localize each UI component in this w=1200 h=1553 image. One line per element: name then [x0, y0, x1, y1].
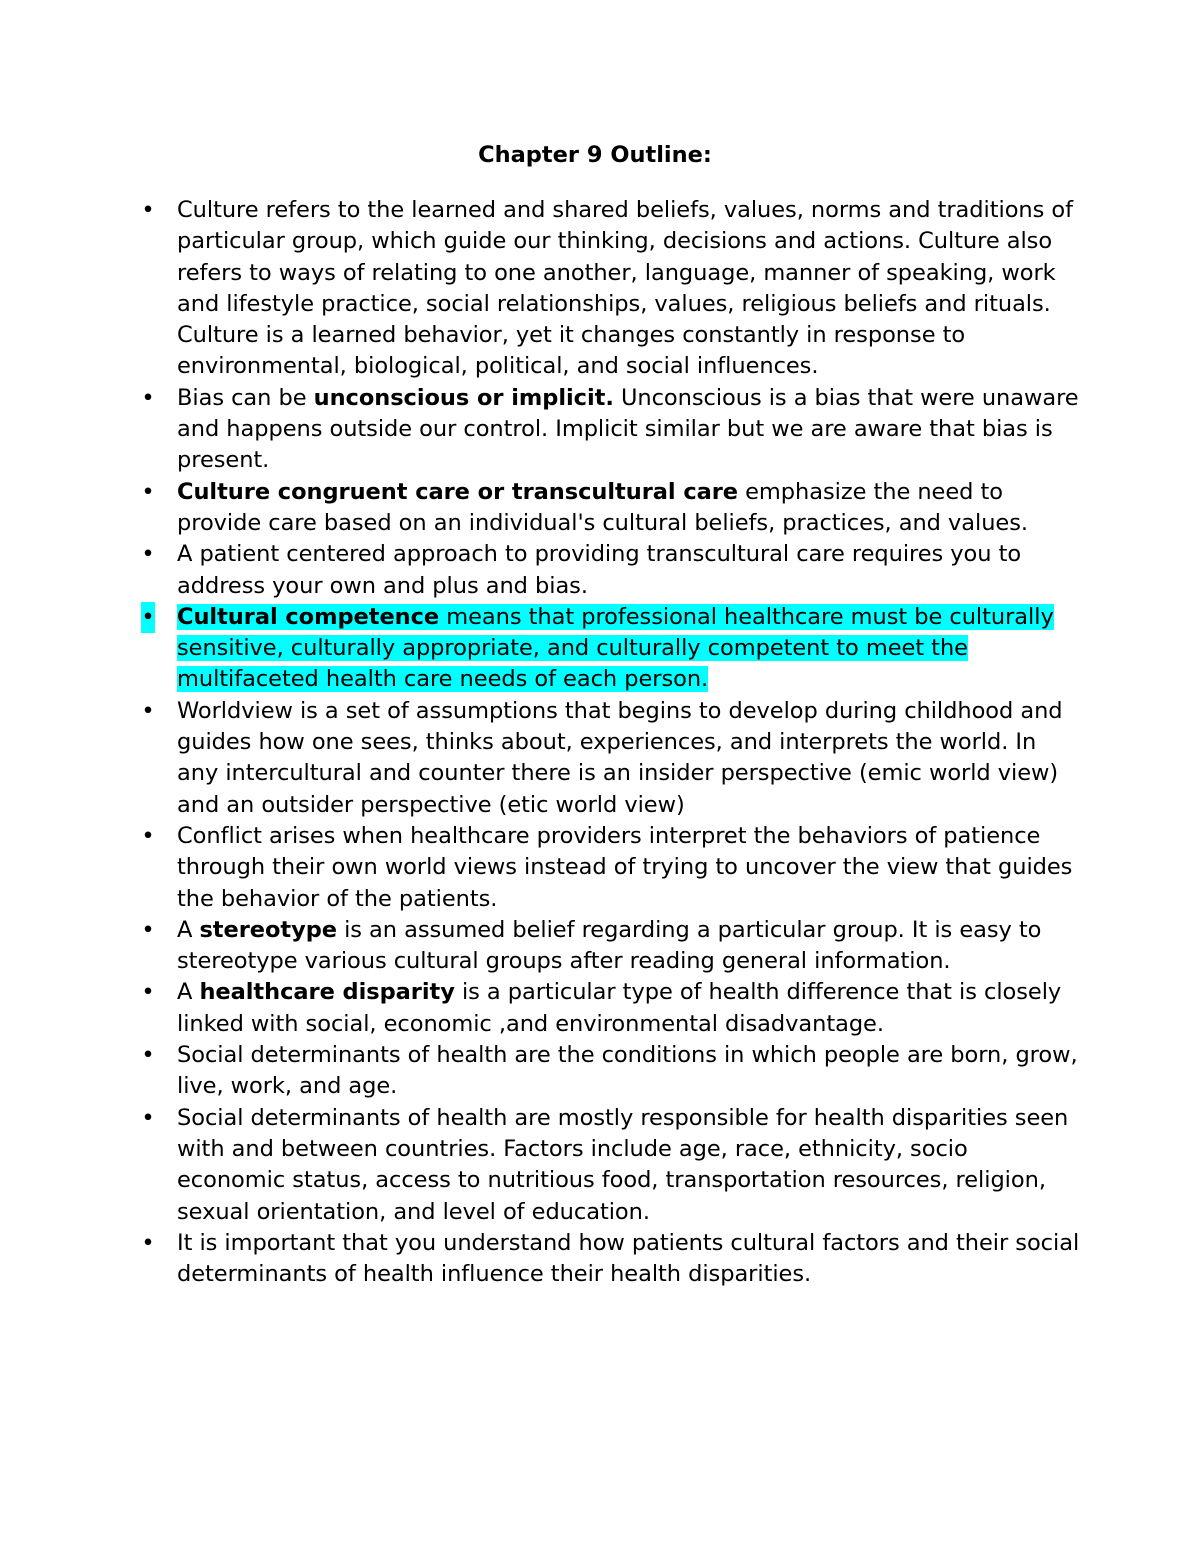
outline-item-culture-congruent-care — [0, 477, 1080, 540]
bullet-icon: • — [141, 697, 155, 724]
item-text: A — [177, 979, 200, 1006]
page-title: Chapter 9 Outline: — [478, 142, 712, 168]
bullet-icon: • — [141, 1229, 155, 1256]
highlighted-text — [177, 604, 1054, 693]
bullet-icon: • — [141, 602, 155, 633]
bullet-icon: • — [141, 1042, 155, 1069]
item-term: healthcare disparity — [199, 979, 455, 1006]
item-text: Culture refers to the learned and shared beliefs, values, norms and traditions of particular group, which guide our thinking, decisions and actions. Culture also refers to ways of relating to one another, language, manner of speaking, work and lifestyle practice, social relationships, values, religious beliefs and rituals. Culture is a learned behavior, yet it changes constantly in response to environmental, biological, political, and social influences. — [177, 197, 1073, 380]
bullet-icon: • — [141, 822, 155, 849]
outline-item-bias — [0, 383, 1080, 477]
outline-list — [0, 195, 1080, 1290]
item-text: emphasize the need to provide care based on an individual's cultural beliefs, practices, and values. — [177, 478, 1029, 536]
item-text: A patient centered approach to providing transcultural care requires you to address your own and plus and bias. — [177, 541, 1022, 599]
item-text: means that professional healthcare must be culturally sensitive, culturally appropriate, and culturally competent to meet the multifaceted health care needs of each person. — [177, 603, 1054, 693]
bullet-icon: • — [141, 384, 155, 411]
outline-item-patient-centered — [0, 539, 1080, 602]
outline-item-worldview — [0, 696, 1080, 821]
bullet-icon: • — [141, 541, 155, 568]
item-term: stereotype — [199, 916, 337, 943]
outline-item-stereotype — [0, 915, 1080, 978]
item-term: Cultural competence — [177, 603, 440, 630]
item-text: Social determinants of health are mostly responsible for health disparities seen with and between countries. Factors include age, race, ethnicity, socio economic status, access to nutritious food, transportation resources, religion, sexual orientation, and level of education. — [177, 1104, 1069, 1225]
item-text: Social determinants of health are the conditions in which people are born, grow, live, work, and age. — [177, 1042, 1078, 1100]
item-term: Culture congruent care or transcultural care — [177, 478, 738, 505]
outline-item-importance — [0, 1228, 1080, 1291]
bullet-icon: • — [141, 1104, 155, 1131]
outline-item-healthcare-disparity — [0, 977, 1080, 1040]
item-term: unconscious or implicit. — [313, 384, 614, 411]
item-text: is a particular type of health difference that is closely linked with social, economic ,and environmental disadvantage. — [177, 979, 1062, 1037]
item-text: Unconscious is a bias that were unaware and happens outside our control. Implicit similar but we are aware that bias is present. — [177, 384, 1079, 474]
bullet-icon: • — [141, 979, 155, 1006]
bullet-icon: • — [141, 197, 155, 223]
item-text: It is important that you understand how patients cultural factors and their social determinants of health influence their health disparities. — [177, 1229, 1080, 1288]
outline-item-social-determinants — [0, 1040, 1080, 1103]
bullet-icon: • — [141, 916, 155, 943]
outline-item-conflict — [0, 821, 1080, 915]
item-text: Worldview is a set of assumptions that begins to develop during childhood and guides how one sees, thinks about, experiences, and interprets the world. In any intercultural and counter there is an insider perspective (emic world view) and an outsider perspective (etic world view) — [177, 697, 1063, 818]
item-text: is an assumed belief regarding a particular group. It is easy to stereotype various cultural groups after reading general information. — [177, 916, 1042, 975]
outline-item-cultural-competence — [0, 602, 1080, 696]
item-text: Bias can be — [177, 384, 314, 411]
bullet-icon: • — [141, 478, 155, 505]
outline-item-culture — [0, 195, 1080, 383]
item-text: Conflict arises when healthcare providers interpret the behaviors of patience through their own world views instead of trying to uncover the view that guides the behavior of the patients. — [177, 822, 1073, 912]
outline-item-social-determinants-factors — [0, 1103, 1080, 1228]
item-text: A — [177, 916, 200, 943]
